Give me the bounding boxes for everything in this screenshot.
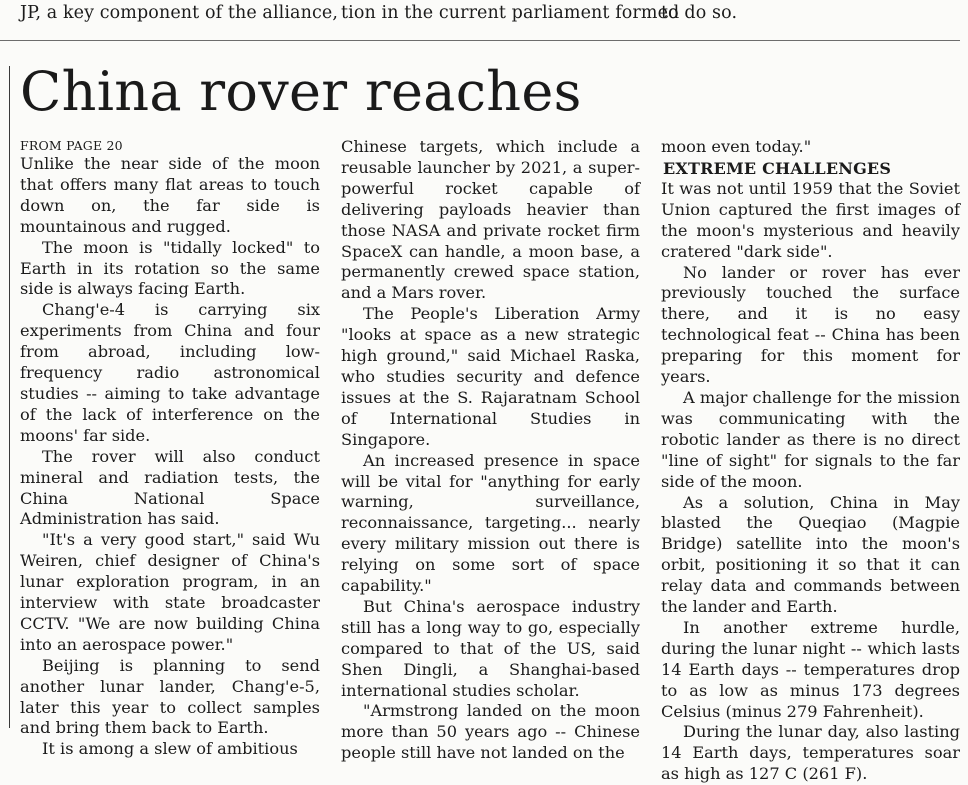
paragraph: The moon is "tidally locked" to Earth in its rotation so the same side is always facing Earth.	[20, 237, 320, 299]
paragraph: Beijing is planning to send another lunar lander, Chang'e-5, later this year to collect samples and bring them back to Earth.	[20, 655, 320, 738]
paragraph: "It's a very good start," said Wu Weiren, chief designer of China's lunar exploration program, in an interview with state broadcaster CCTV. "We are now building China into an aerospace power."	[20, 530, 320, 654]
paragraph: "Armstrong landed on the moon more than 50 years ago -- Chinese people still have not landed on the	[341, 701, 640, 763]
paragraph: An increased presence in space will be vital for "anything for early warning, surveillance, reconnaissance, targeting... nearly every military mission out there is relying on some sort of space capability."	[341, 450, 640, 596]
paragraph: No lander or rover has ever previously touched the surface there, and it is no easy technological feat -- China has been preparing for this moment for years.	[661, 262, 960, 387]
article-column-1	[20, 137, 320, 760]
paragraph: But China's aerospace industry still has a long way to go, especially compared to that of the US, said Shen Dingli, a Shanghai-based international studies scholar.	[341, 596, 640, 700]
article-column-3	[661, 137, 960, 785]
paragraph: moon even today."	[661, 137, 812, 156]
article-column-2	[341, 137, 640, 764]
paragraph: A major challenge for the mission was communicating with the robotic lander as there is no direct "line of sight" for signals to the far side of the moon.	[661, 387, 960, 491]
paragraph: The People's Liberation Army "looks at space as a new strategic high ground," said Michael Raska, who studies security and defence issues at the S. Rajaratnam School of International Studies in Singapore.	[341, 304, 640, 449]
paragraph: As a solution, China in May blasted the Queqiao (Magpie Bridge) satellite into the moon's orbit, positioning it so that it can relay data and commands between the lander and Earth.	[661, 492, 960, 617]
paragraph: Unlike the near side of the moon that offers many flat areas to touch down on, the far side is mountainous and rugged.	[20, 154, 320, 236]
strip-text-middle: tion in the current parliament formed	[341, 3, 680, 23]
paragraph: In another extreme hurdle, during the lunar night -- which lasts 14 Earth days -- temperatures drop to as low as minus 173 degrees Celsius (minus 279 Fahrenheit).	[661, 617, 960, 721]
previous-article-strip	[0, 0, 968, 30]
section-subhead: EXTREME CHALLENGES	[663, 158, 892, 178]
strip-text-left: JP, a key component of the alliance,	[20, 3, 338, 23]
paragraph: During the lunar day, also lasting 14 Earth days, temperatures soar as high as 127 C (261 F).	[661, 722, 960, 784]
continuation-kicker: FROM PAGE 20	[20, 138, 123, 153]
paragraph: Chang'e-4 is carrying six experiments from China and four from abroad, including low-frequency radio astronomical studies -- aiming to take advantage of the lack of interference on the moons' far side.	[20, 300, 320, 445]
paragraph: The rover will also conduct mineral and radiation tests, the China National Space Administration has said.	[20, 446, 320, 529]
vertical-divider	[9, 66, 10, 728]
horizontal-divider	[0, 40, 960, 41]
paragraph: Chinese targets, which include a reusable launcher by 2021, a super-powerful rocket capable of delivering payloads heavier than those NASA and private rocket firm SpaceX can handle, a moon base, a permanently crewed space station, and a Mars rover.	[341, 137, 640, 303]
paragraph: It is among a slew of ambitious	[42, 739, 298, 759]
article-headline: China rover reaches	[20, 60, 582, 123]
strip-text-right: to do so.	[661, 3, 738, 23]
paragraph: It was not until 1959 that the Soviet Union captured the first images of the moon's mysterious and heavily cratered "dark side".	[661, 178, 960, 261]
